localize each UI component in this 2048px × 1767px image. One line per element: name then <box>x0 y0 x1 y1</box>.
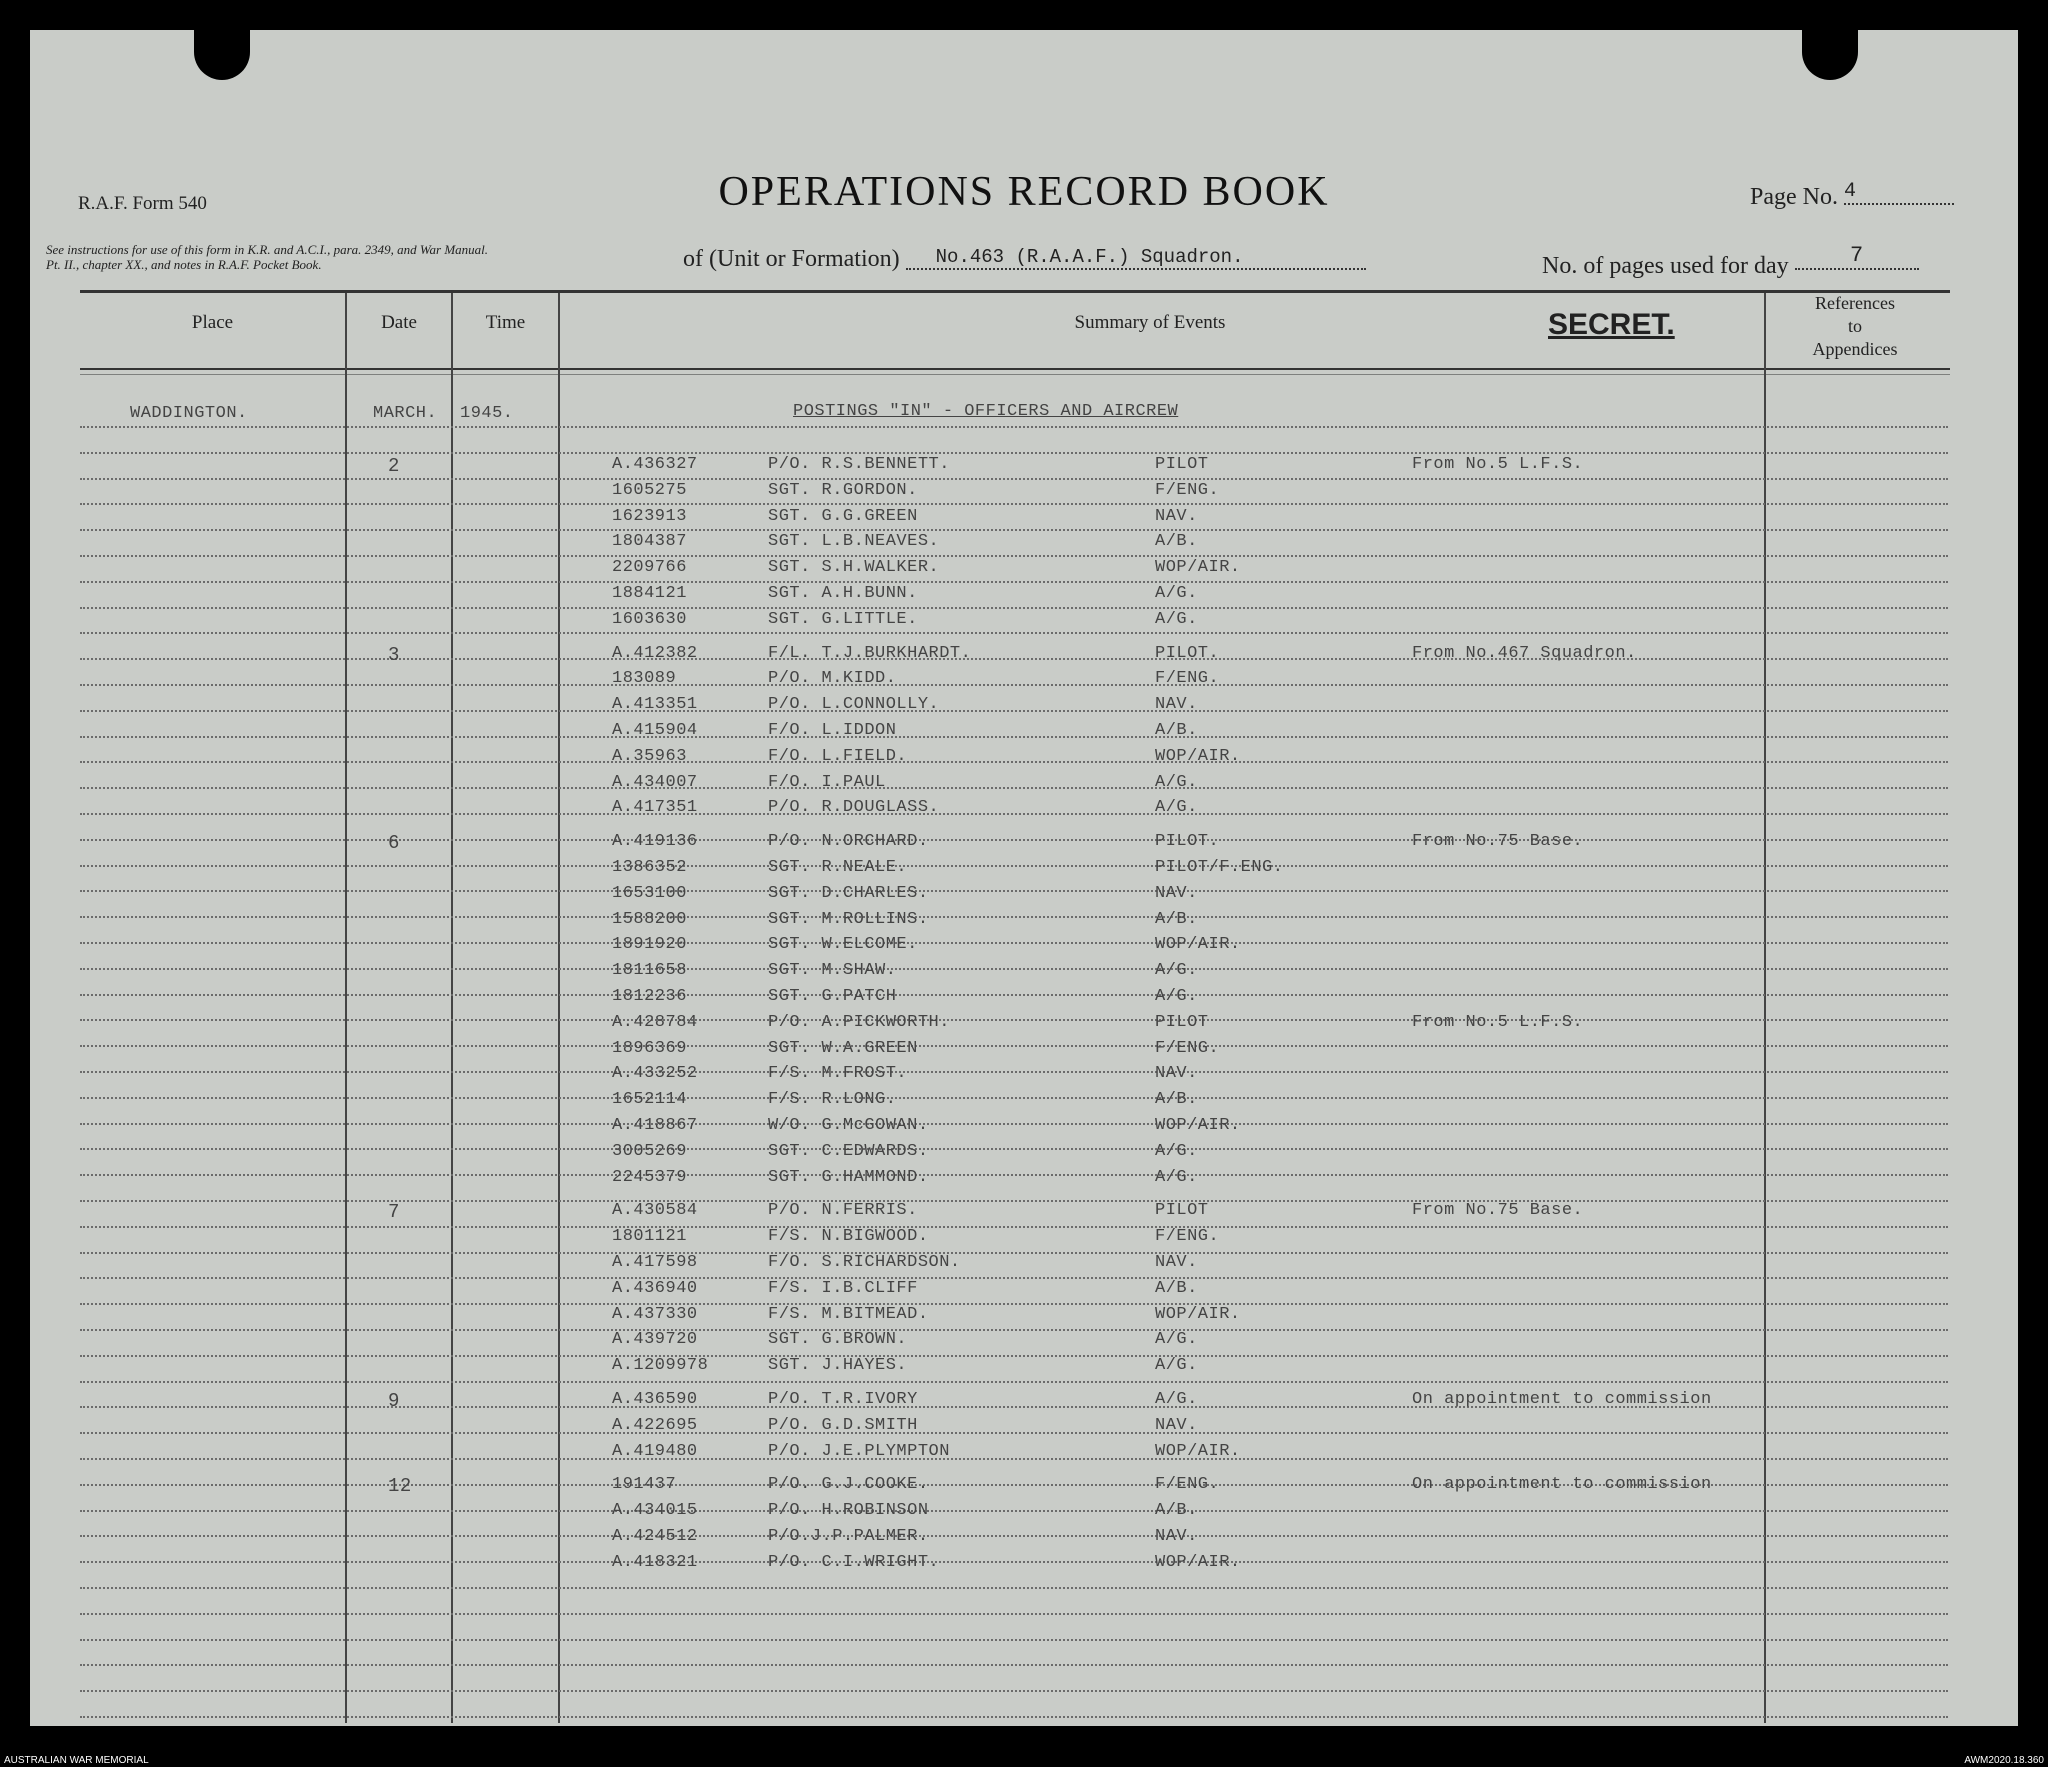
ruled-line <box>80 787 1948 789</box>
entry-date: 2 <box>388 455 400 477</box>
ruled-line <box>80 1019 1948 1021</box>
entry-date: 6 <box>388 832 400 855</box>
entry-note: From No.5 L.F.S. <box>1412 1012 1584 1032</box>
entry-service-number: 3005269 <box>612 1141 687 1161</box>
entry-service-number: A.1209978 <box>612 1356 709 1376</box>
entry-role: PILOT <box>1155 1201 1209 1221</box>
entry-rank-name: F/S. N.BIGWOOD. <box>768 1227 929 1247</box>
entry-role: F/ENG. <box>1155 1227 1220 1247</box>
entry-role: NAV. <box>1155 883 1198 903</box>
column-header-time: Time <box>485 312 526 333</box>
entry-rank-name: P/O. C.I.WRIGHT. <box>768 1552 940 1572</box>
ruled-line <box>80 865 1948 867</box>
entry-service-number: 183089 <box>612 669 677 689</box>
entry-role: A/G. <box>1155 609 1198 629</box>
ruled-line <box>80 1355 1948 1357</box>
entry-rank-name: P/O.J.P.PALMER. <box>768 1527 929 1546</box>
entry-service-number: A.417598 <box>612 1253 698 1272</box>
entry-role: F/ENG. <box>1155 1475 1220 1495</box>
entry-rank-name: P/O. J.E.PLYMPTON <box>768 1441 950 1461</box>
ruled-line <box>80 994 1948 996</box>
entry-date: 3 <box>388 643 400 666</box>
entry-rank-name: P/O. N.FERRIS. <box>768 1201 918 1221</box>
entry-role: A/G. <box>1155 961 1198 981</box>
ruled-line <box>80 839 1948 841</box>
entry-role: F/ENG. <box>1155 669 1220 689</box>
entry-service-number: A.434015 <box>612 1501 698 1521</box>
entry-role: A/B. <box>1155 909 1198 929</box>
entry-date: 7 <box>388 1201 400 1224</box>
entry-rank-name: SGT. C.EDWARDS. <box>768 1141 929 1161</box>
unit-value: No.463 (R.A.A.F.) Squadron. <box>906 246 1366 270</box>
ruled-line <box>80 1097 1948 1099</box>
month-value: MARCH. <box>373 404 438 423</box>
entry-role: A/B. <box>1155 1090 1198 1110</box>
entry-service-number: 1891920 <box>612 935 687 955</box>
entry-service-number: 1896369 <box>612 1038 687 1058</box>
entry-rank-name: SGT. D.CHARLES. <box>768 883 929 903</box>
ruled-line <box>80 1045 1948 1047</box>
entry-role: NAV. <box>1155 1064 1198 1084</box>
entry-service-number: 1801121 <box>612 1227 687 1247</box>
ruled-line <box>80 555 1948 557</box>
entry-service-number: A.437330 <box>612 1304 698 1324</box>
entry-role: WOP/AIR. <box>1155 1304 1241 1324</box>
entry-service-number: 1884121 <box>612 584 687 603</box>
entry-service-number: A.419136 <box>612 832 698 852</box>
page-title: OPERATIONS RECORD BOOK <box>718 169 1330 215</box>
entry-role: F/ENG. <box>1155 1038 1220 1058</box>
header-bottom-rule-thin <box>80 374 1950 375</box>
entry-service-number: 1588200 <box>612 909 687 929</box>
entry-service-number: A.417351 <box>612 798 698 818</box>
entry-rank-name: F/O. S.RICHARDSON. <box>768 1253 961 1272</box>
entry-date: 12 <box>388 1475 412 1498</box>
ruled-line <box>80 658 1948 660</box>
entry-service-number: A.439720 <box>612 1330 698 1350</box>
entry-service-number: A.418321 <box>612 1552 698 1572</box>
ruled-line <box>80 1639 1948 1641</box>
entry-role: NAV. <box>1155 1253 1198 1272</box>
ruled-line <box>80 916 1948 918</box>
entry-service-number: A.436940 <box>612 1278 698 1298</box>
entry-rank-name: P/O. R.DOUGLASS. <box>768 798 940 818</box>
punch-hole-left <box>194 0 250 80</box>
entry-rank-name: P/O. H.ROBINSON <box>768 1501 929 1521</box>
entry-rank-name: SGT. G.BROWN. <box>768 1330 908 1350</box>
entry-note: From No.5 L.F.S. <box>1412 455 1584 474</box>
page-number-field <box>1750 180 1954 211</box>
entry-note: On appointment to commission <box>1412 1390 1712 1409</box>
entry-role: WOP/AIR. <box>1155 935 1241 955</box>
entry-role: PILOT. <box>1155 832 1220 852</box>
entry-rank-name: P/O. L.CONNOLLY. <box>768 695 940 715</box>
entry-service-number: 1623913 <box>612 506 687 526</box>
entry-role: NAV. <box>1155 1527 1198 1546</box>
ruled-line <box>80 1329 1948 1331</box>
entry-role: A/G. <box>1155 1330 1198 1350</box>
references-line-3: Appendices <box>1812 339 1898 359</box>
entry-service-number: 2245379 <box>612 1167 687 1187</box>
pages-used-field <box>1542 243 1919 280</box>
entry-service-number: 1811658 <box>612 961 687 981</box>
entry-rank-name: P/O. M.KIDD. <box>768 669 897 689</box>
ruled-line <box>80 1716 1948 1718</box>
entry-rank-name: F/S. M.BITMEAD. <box>768 1304 929 1324</box>
entry-service-number: A.422695 <box>612 1415 698 1435</box>
entry-service-number: A.35963 <box>612 746 687 766</box>
entry-role: PILOT. <box>1155 643 1220 663</box>
form-instructions: See instructions for use of this form in K.R. and A.C.I., para. 2349, and War Manual. Pt. II., chapter XX., and notes in R.A.F. Pocket Book. <box>46 242 489 272</box>
ruled-line <box>80 942 1948 944</box>
ruled-line <box>80 813 1948 815</box>
entry-rank-name: SGT. M.SHAW. <box>768 961 897 981</box>
entry-service-number: A.434007 <box>612 772 698 792</box>
entry-note: From No.75 Base. <box>1412 832 1584 852</box>
entry-rank-name: F/L. T.J.BURKHARDT. <box>768 643 972 663</box>
form-sheet <box>30 30 2018 1726</box>
entry-rank-name: P/O. G.J.COOKE. <box>768 1475 929 1495</box>
ruled-line <box>80 1690 1948 1692</box>
footer-reference: AWM2020.18.360 <box>1964 1755 2044 1766</box>
entry-role: A/G. <box>1155 1141 1198 1161</box>
ruled-line <box>80 607 1948 609</box>
entry-role: A/G. <box>1155 1167 1198 1187</box>
entry-rank-name: SGT. G.LITTLE. <box>768 609 918 629</box>
entry-service-number: 1605275 <box>612 480 687 500</box>
entry-role: WOP/AIR. <box>1155 1116 1241 1135</box>
header-top-rule <box>80 290 1950 293</box>
entry-service-number: A.436590 <box>612 1390 698 1409</box>
section-heading: POSTINGS "IN" - OFFICERS AND AIRCREW <box>793 402 1179 421</box>
entry-service-number: 1652114 <box>612 1090 687 1110</box>
entry-service-number: 1653100 <box>612 883 687 903</box>
ruled-line <box>80 426 1948 428</box>
entry-rank-name: P/O. N.ORCHARD. <box>768 832 929 852</box>
entry-role: WOP/AIR. <box>1155 1441 1241 1461</box>
entry-rank-name: SGT. W.ELCOME. <box>768 935 918 955</box>
ruled-line <box>80 1123 1948 1125</box>
entry-rank-name: SGT. G.PATCH <box>768 987 897 1006</box>
entry-service-number: A.412382 <box>612 643 698 663</box>
entry-service-number: A.424512 <box>612 1527 698 1546</box>
ruled-line <box>80 503 1948 505</box>
entry-service-number: 2209766 <box>612 558 687 578</box>
references-line-1: References <box>1815 293 1895 313</box>
unit-label: of (Unit or Formation) <box>683 246 900 272</box>
column-divider-date <box>451 293 453 1723</box>
entry-role: PILOT <box>1155 455 1209 474</box>
entry-role: F/ENG. <box>1155 480 1220 500</box>
ruled-line <box>80 1510 1948 1512</box>
page-number-label: Page No. <box>1750 184 1838 210</box>
entry-service-number: 1812236 <box>612 987 687 1006</box>
entry-role: PILOT <box>1155 1012 1209 1032</box>
ruled-line <box>80 1381 1948 1383</box>
references-line-2: to <box>1847 316 1862 336</box>
page-number-value: 4 <box>1844 180 1954 205</box>
pages-used-label: No. of pages used for day <box>1542 253 1789 279</box>
entry-rank-name: SGT. J.HAYES. <box>768 1356 908 1376</box>
ruled-line <box>80 1071 1948 1073</box>
ruled-line <box>80 968 1948 970</box>
entry-service-number: 1804387 <box>612 532 687 552</box>
column-header-summary: Summary of Events <box>1074 312 1226 333</box>
entry-role: WOP/AIR. <box>1155 746 1241 766</box>
header-bottom-rule <box>80 368 1950 370</box>
entry-service-number: 1603630 <box>612 609 687 629</box>
footer-credit: AUSTRALIAN WAR MEMORIAL <box>4 1755 149 1766</box>
ruled-line <box>80 1535 1948 1537</box>
entry-role: A/G. <box>1155 584 1198 603</box>
ruled-line <box>80 1200 1948 1202</box>
entry-role: A/B. <box>1155 1501 1198 1521</box>
entry-role: WOP/AIR. <box>1155 558 1241 578</box>
ruled-line <box>80 710 1948 712</box>
entry-role: WOP/AIR. <box>1155 1552 1241 1572</box>
entry-rank-name: SGT. R.GORDON. <box>768 480 918 500</box>
entry-rank-name: SGT. G.G.GREEN <box>768 506 918 526</box>
ruled-line <box>80 1252 1948 1254</box>
entry-role: A/G. <box>1155 987 1198 1006</box>
column-header-date: Date <box>381 312 417 333</box>
year-value: 1945. <box>460 404 514 423</box>
entry-rank-name: F/O. I.PAUL <box>768 772 886 792</box>
entry-date: 9 <box>388 1390 400 1412</box>
entry-rank-name: P/O. A.PICKWORTH. <box>768 1012 950 1032</box>
place-value: WADDINGTON. <box>130 404 248 423</box>
entry-service-number: A.415904 <box>612 721 698 740</box>
ruled-line <box>80 452 1948 454</box>
entry-rank-name: SGT. L.B.NEAVES. <box>768 532 940 552</box>
entry-role: A/G. <box>1155 1390 1198 1409</box>
form-id: R.A.F. Form 540 <box>78 193 207 214</box>
punch-hole-right <box>1802 0 1858 80</box>
ruled-line <box>80 761 1948 763</box>
entry-rank-name: SGT. M.ROLLINS. <box>768 909 929 929</box>
entry-rank-name: SGT. G.HAMMOND. <box>768 1167 929 1187</box>
entry-service-number: A.428784 <box>612 1012 698 1032</box>
column-divider-place <box>345 293 347 1723</box>
entry-rank-name: F/O. L.IDDON <box>768 721 897 740</box>
entry-role: NAV. <box>1155 506 1198 526</box>
entry-rank-name: F/S. I.B.CLIFF <box>768 1278 918 1298</box>
ruled-line <box>80 581 1948 583</box>
entry-rank-name: F/O. L.FIELD. <box>768 746 908 766</box>
entry-rank-name: SGT. R.NEALE. <box>768 858 908 877</box>
ruled-line <box>80 890 1948 892</box>
ruled-line <box>80 1561 1948 1563</box>
entry-role: A/G. <box>1155 1356 1198 1376</box>
entry-rank-name: SGT. W.A.GREEN <box>768 1038 918 1058</box>
ruled-line <box>80 1226 1948 1228</box>
entry-rank-name: P/O. T.R.IVORY <box>768 1390 918 1409</box>
entry-rank-name: W/O. G.McGOWAN. <box>768 1116 929 1135</box>
secret-stamp: SECRET. <box>1548 308 1675 341</box>
ruled-line <box>80 1303 1948 1305</box>
ruled-line <box>80 478 1948 480</box>
unit-field <box>683 246 1366 273</box>
entry-role: A/G. <box>1155 798 1198 818</box>
entry-role: A/B. <box>1155 721 1198 740</box>
ruled-line <box>80 1664 1948 1666</box>
entry-service-number: A.430584 <box>612 1201 698 1221</box>
entry-rank-name: SGT. S.H.WALKER. <box>768 558 940 578</box>
entry-role: A/G. <box>1155 772 1198 792</box>
ruled-line <box>80 1148 1948 1150</box>
ruled-line <box>80 632 1948 634</box>
entry-rank-name: SGT. A.H.BUNN. <box>768 584 918 603</box>
entry-service-number: 191437 <box>612 1475 677 1495</box>
ruled-line <box>80 684 1948 686</box>
ruled-line <box>80 1613 1948 1615</box>
entry-role: PILOT/F.ENG. <box>1155 858 1284 877</box>
ruled-line <box>80 1432 1948 1434</box>
entry-role: NAV. <box>1155 695 1198 715</box>
ruled-line <box>80 736 1948 738</box>
pages-used-value: 7 <box>1795 243 1919 270</box>
entry-role: NAV. <box>1155 1415 1198 1435</box>
entry-service-number: A.418867 <box>612 1116 698 1135</box>
ruled-line <box>80 1174 1948 1176</box>
entry-service-number: A.413351 <box>612 695 698 715</box>
entry-rank-name: F/S. R.LONG. <box>768 1090 897 1110</box>
column-header-references <box>1760 292 1950 361</box>
entry-service-number: A.436327 <box>612 455 698 474</box>
ruled-line <box>80 1458 1948 1460</box>
entry-role: A/B. <box>1155 1278 1198 1298</box>
entry-service-number: A.433252 <box>612 1064 698 1084</box>
ruled-line <box>80 1277 1948 1279</box>
entry-note: From No.75 Base. <box>1412 1201 1584 1221</box>
ruled-line <box>80 529 1948 531</box>
entry-rank-name: F/S. M.FROST. <box>768 1064 908 1084</box>
entry-service-number: A.419480 <box>612 1441 698 1461</box>
entry-service-number: 1386352 <box>612 858 687 877</box>
entry-note: From No.467 Squadron. <box>1412 643 1637 663</box>
entry-rank-name: P/O. R.S.BENNETT. <box>768 455 950 474</box>
entry-note: On appointment to commission <box>1412 1475 1712 1495</box>
column-header-place: Place <box>191 312 234 333</box>
column-divider-summary <box>1764 293 1766 1723</box>
entry-rank-name: P/O. G.D.SMITH <box>768 1415 918 1435</box>
ruled-line <box>80 1587 1948 1589</box>
entry-role: A/B. <box>1155 532 1198 552</box>
column-divider-time <box>558 293 560 1723</box>
